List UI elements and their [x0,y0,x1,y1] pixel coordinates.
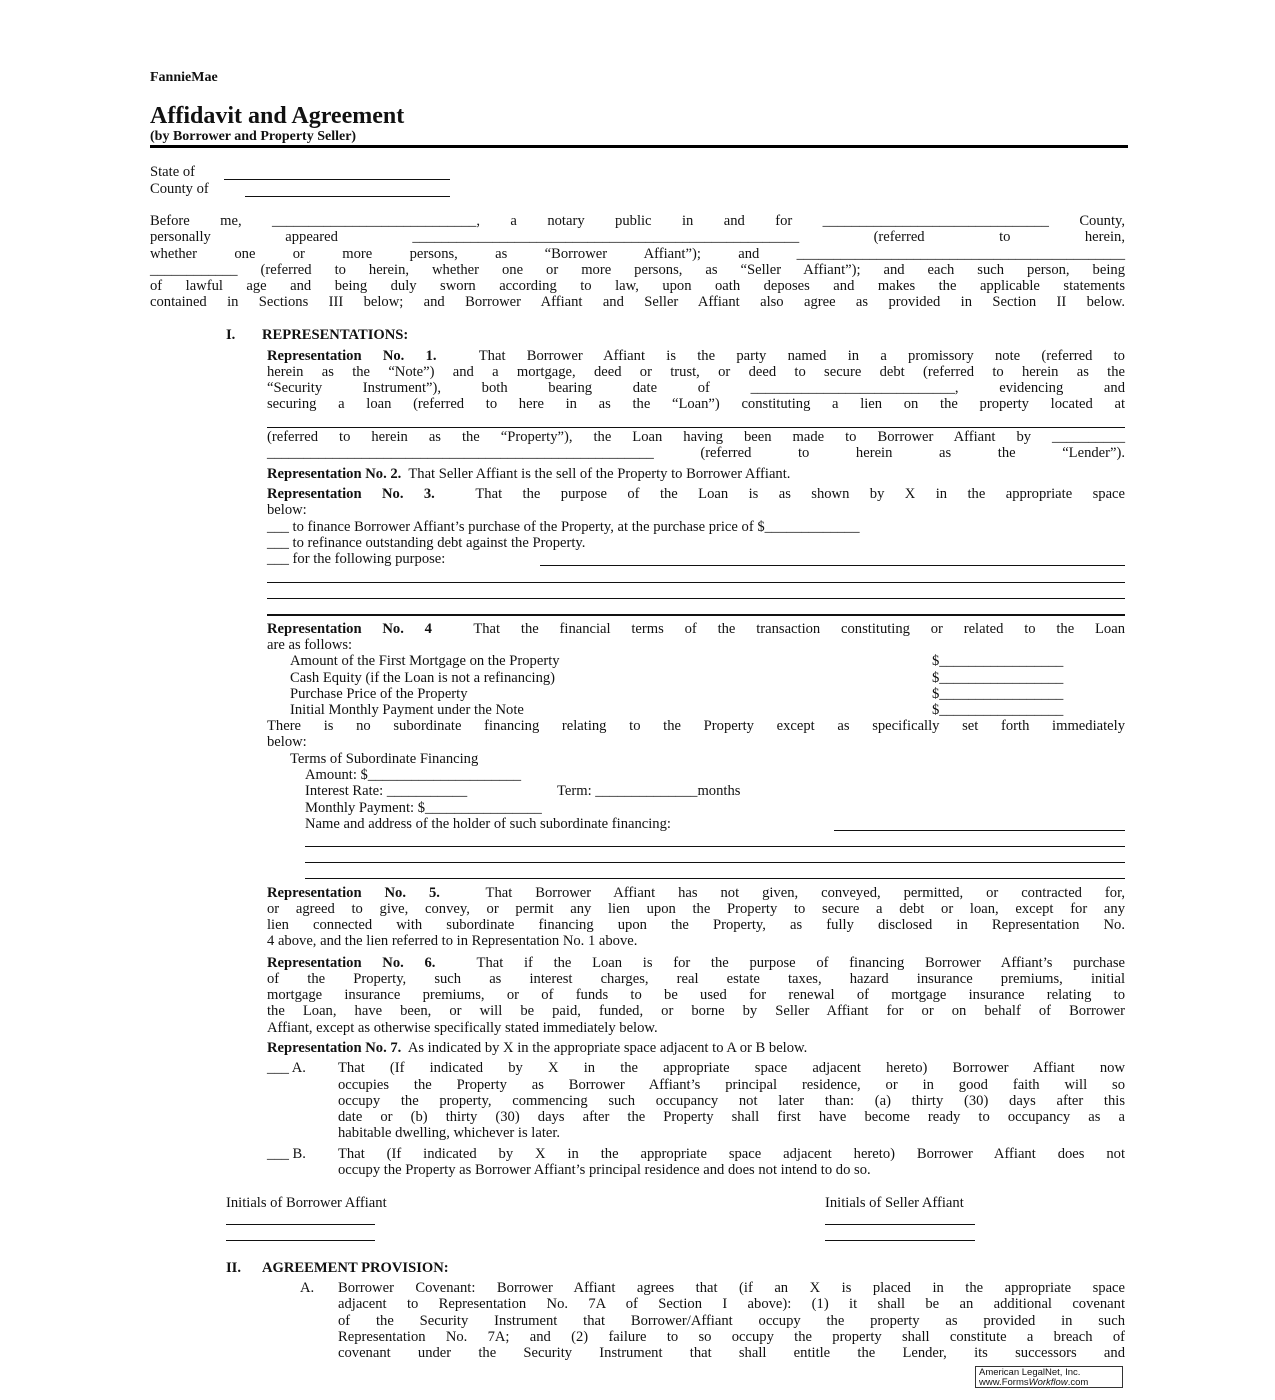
rep1-line [267,348,1125,364]
agreement-line: covenant under the Security Instrument that shall entitle the Lender, its successors and [338,1345,1125,1361]
intro-line: whether one or more persons, as “Borrower Affiant”); and _____________________________________________ [150,246,1125,262]
option-a-line: date or (b) thirty (30) days after the Property shall first have become ready to occupancy as a [338,1109,1125,1125]
url-part: Workflow [1028,1377,1068,1388]
rep2-text: That Seller Affiant is the sell of the Property to Borrower Affiant. [408,466,791,482]
page-subtitle: (by Borrower and Property Seller) [150,129,357,144]
state-field[interactable] [224,179,450,180]
holder-field[interactable] [834,830,1125,831]
term-label: Purchase Price of the Property [290,686,468,702]
rep4-line: below: [267,734,307,750]
section-heading: AGREEMENT PROVISION: [262,1260,449,1276]
purpose-option-finance[interactable]: ___ to finance Borrower Affiant’s purchase of the Property, at the purchase price of $_____________ [267,519,860,535]
option-b-line: That (If indicated by X in the appropriate space adjacent hereto) Borrower Affiant does not [338,1146,1125,1162]
agreement-line: adjacent to Representation No. 7A of Section I above): (1) it shall be an additional covenant [338,1296,1125,1312]
rep7-text: As indicated by X in the appropriate space adjacent to A or B below. [407,1040,808,1056]
section-number: II. [226,1260,242,1276]
rep3-text: That the purpose of the Loan is as shown by X in the appropriate space [475,486,1125,502]
option-b-line: occupy the Property as Borrower Affiant’s principal residence and does not intend to do so. [338,1162,871,1178]
intro-line: personally appeared _____________________________________________________ (referred to herein, [150,229,1125,245]
term-value-field[interactable]: $_________________ [932,653,1064,669]
rep1-line: (referred to herein as the “Property”), the Loan having been made to Borrower Affiant by __________ [267,429,1125,445]
term-label: Amount of the First Mortgage on the Property [290,653,560,669]
rep5-line: 4 above, and the lien referred to in Representation No. 1 above. [267,933,638,949]
rep4-line [267,621,1125,637]
intro-line: Before me, ____________________________, a notary public in and for _______________________________ County, [150,213,1125,229]
purpose-field[interactable] [267,582,1125,583]
purpose-field[interactable] [267,614,1125,616]
agreement-line: Borrower Covenant: Borrower Affiant agrees that (if an X is placed in the appropriate space [338,1280,1125,1296]
intro-line: contained in Sections III below; and Borrower Affiant and Seller Affiant also agree as provided in Section II below. [150,294,1125,310]
county-label: County of [150,181,209,197]
rep1-label: Representation No. 1. [267,348,437,364]
purpose-option-other[interactable]: ___ for the following purpose: [267,551,446,567]
brand-name: FannieMae [150,70,218,85]
rep2-label: Representation No. 2. [267,466,402,482]
url-part: www.Forms [979,1377,1029,1388]
rep7-line [267,1040,807,1056]
item-marker: A. [300,1280,315,1296]
publisher-box [975,1366,1123,1388]
title-rule [150,145,1128,148]
rep3-line: below: [267,502,307,518]
county-field[interactable] [245,196,450,197]
option-a-line: occupy the property, commencing such occupancy not later than: (a) thirty (30) days after this [338,1093,1125,1109]
section-number: I. [226,327,236,343]
rep6-label: Representation No. 6. [267,955,436,971]
rep7-label: Representation No. 7. [267,1040,402,1056]
term-value-field[interactable]: $_________________ [932,686,1064,702]
holder-label: Name and address of the holder of such subordinate financing: [305,816,671,832]
option-a-line: occupies the Property as Borrower Affiant’s principal residence, or in good faith will so [338,1077,1125,1093]
option-a-line: habitable dwelling, whichever is later. [338,1125,561,1141]
rep4-label: Representation No. 4 [267,621,432,637]
rep6-text: That if the Loan is for the purpose of financing Borrower Affiant’s purchase [476,955,1125,971]
rep5-line: or agreed to give, convey, or permit any lien upon the Property to secure a debt or loan, except for any [267,901,1125,917]
rep5-line [267,885,1125,901]
agreement-line: of the Security Instrument that Borrower/Affiant occupy the property as provided in such [338,1313,1125,1329]
subordinate-monthly-field[interactable]: Monthly Payment: $________________ [305,800,542,816]
state-label: State of [150,164,195,180]
agreement-line: Representation No. 7A; and (2) failure to so occupy the property shall constitute a breach of [338,1329,1125,1345]
occupancy-option-b[interactable]: ___ B. [267,1146,306,1162]
rep3-line [267,486,1125,502]
term-label: Initial Monthly Payment under the Note [290,702,524,718]
publisher-name: American LegalNet, Inc. [979,1367,1081,1378]
rep1-line: _____________________________________________________ (referred to herein as the “Lender”). [267,445,1125,461]
seller-initials-label: Initials of Seller Affiant [825,1195,964,1211]
rep1-line: “Security Instrument”), both bearing date of ____________________________, evidencing and [267,380,1125,396]
subordinate-amount-field[interactable]: Amount: $_____________________ [305,767,522,783]
section-heading: REPRESENTATIONS: [262,327,409,343]
purpose-field[interactable] [540,565,1125,566]
rep4-line: There is no subordinate financing relating to the Property except as specifically set forth immediately [267,718,1125,734]
borrower-initials-label: Initials of Borrower Affiant [226,1195,387,1211]
rep4-text: That the financial terms of the transaction constituting or related to the Loan [473,621,1125,637]
intro-line: ____________ (referred to herein, whether one or more persons, as “Seller Affiant”); and each such person, being [150,262,1125,278]
url-part: .com [1067,1377,1089,1388]
term-label: Cash Equity (if the Loan is not a refinancing) [290,670,556,686]
rep3-label: Representation No. 3. [267,486,435,502]
holder-field[interactable] [305,878,1125,879]
borrower-initials-field[interactable] [226,1224,375,1225]
rep1-line: securing a loan (referred to here in as the “Loan”) constituting a lien on the property located at [267,396,1125,412]
holder-field[interactable] [305,862,1125,863]
subordinate-term-field[interactable]: Term: ______________months [557,783,741,799]
intro-line: of lawful age and being duly sworn according to law, upon oath deposes and makes the applicable statements [150,278,1125,294]
purpose-option-refinance[interactable]: ___ to refinance outstanding debt against the Property. [267,535,586,551]
borrower-initials-field[interactable] [226,1240,375,1241]
rep6-line: Affiant, except as otherwise specifically stated immediately below. [267,1020,658,1036]
subordinate-title: Terms of Subordinate Financing [290,751,479,767]
seller-initials-field[interactable] [825,1240,975,1241]
rep6-line: mortgage insurance premiums, or of funds to be used for renewal of mortgage insurance relating to [267,987,1125,1003]
rep4-line: are as follows: [267,637,353,653]
rep6-line: the Loan, have been, or will be paid, funded, or borne by Seller Affiant for or on behalf of Borrower [267,1003,1125,1019]
page-title: Affidavit and Agreement [150,103,405,129]
subordinate-interest-field[interactable]: Interest Rate: ___________ [305,783,468,799]
purpose-field[interactable] [267,598,1125,599]
property-address-field[interactable] [267,427,1125,428]
term-value-field[interactable]: $_________________ [932,670,1064,686]
rep1-text: That Borrower Affiant is the party named in a promissory note (referred to [478,348,1125,364]
rep5-text: That Borrower Affiant has not given, conveyed, permitted, or contracted for, [485,885,1125,901]
rep6-line [267,955,1125,971]
rep2-line [267,466,790,482]
occupancy-option-a[interactable]: ___ A. [267,1060,306,1076]
seller-initials-field[interactable] [825,1224,975,1225]
rep1-line: herein as the “Note”) and a mortgage, deed or trust, or deed to secure debt (referred to herein as the [267,364,1125,380]
publisher-url[interactable] [979,1378,1122,1388]
rep6-line: of the Property, such as interest charges, real estate taxes, hazard insurance premiums, initial [267,971,1125,987]
holder-field[interactable] [305,846,1125,847]
rep5-label: Representation No. 5. [267,885,440,901]
rep5-line: lien connected with subordinate financing upon the Property, as fully disclosed in Representation No. [267,917,1125,933]
option-a-line: That (If indicated by X in the appropriate space adjacent hereto) Borrower Affiant now [338,1060,1125,1076]
term-value-field[interactable]: $_________________ [932,702,1064,718]
